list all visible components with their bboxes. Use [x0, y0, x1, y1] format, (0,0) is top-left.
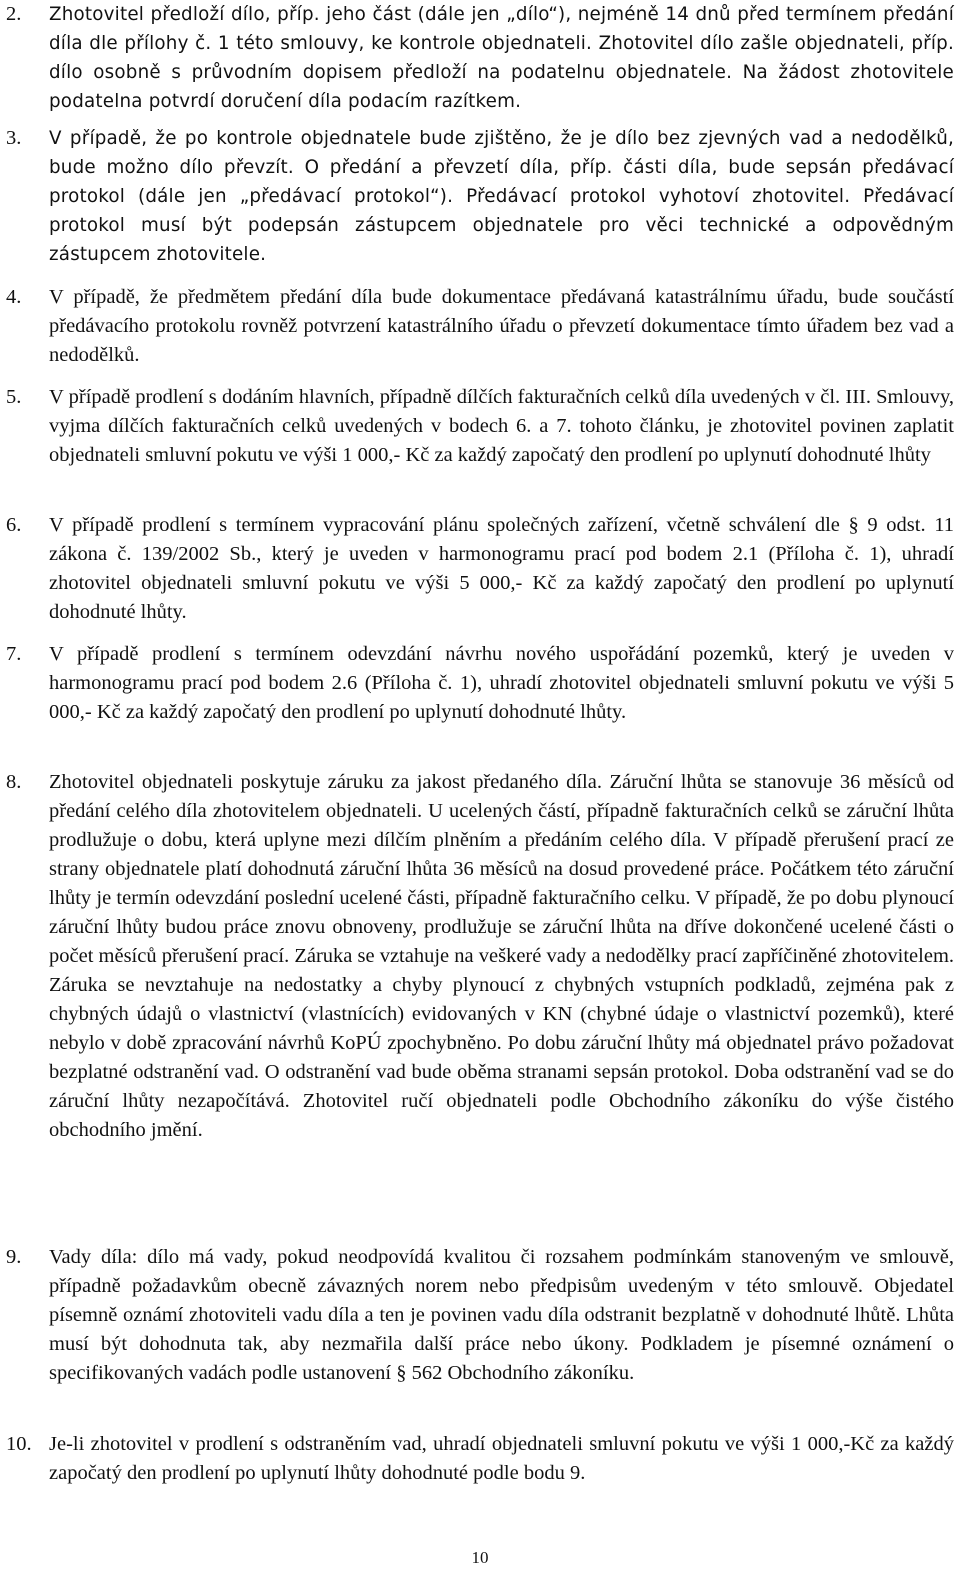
item-text: V případě prodlení s dodáním hlavních, případně dílčích fakturačních celků díla uvedených v čl. III. Smlouvy, vyjma dílčích fakturačních celků uvedených v bodech 6. a 7. tohoto článku, je zhotovitel povinen zaplatit objednateli smluvní pokutu ve výši 1 000,- Kč za každý započatý den prodlení po uplynutí dohodnuté lhůty	[49, 386, 954, 466]
item-number: 7.	[6, 643, 22, 665]
item-text: V případě, že předmětem předání díla bude dokumentace předávaná katastrálnímu úřadu, bude součástí předávacího protokolu rovněž potvrzení katastrálního úřadu o převzetí dokumentace tímto úřadem bez vad a nedodělků.	[49, 286, 954, 366]
list-item-8	[6, 768, 954, 1145]
item-text: Zhotovitel předloží dílo, příp. jeho část (dále jen „dílo“), nejméně 14 dnů před termínem předání díla dle přílohy č. 1 této smlouvy, ke kontrole objednateli. Zhotovitel dílo zašle objednateli, příp. dílo osobně s průvodním dopisem předloží na podatelnu objednatele. Na žádost zhotovitele podatelna potvrdí doručení díla podacím razítkem.	[49, 4, 954, 112]
list-item-2	[6, 0, 954, 116]
list-item-6	[6, 511, 954, 627]
list-item-5	[6, 383, 954, 470]
item-number: 9.	[6, 1246, 22, 1268]
list-item-4	[6, 283, 954, 370]
item-text: V případě, že po kontrole objednatele bude zjištěno, že je dílo bez zjevných vad a nedodělků, bude možno dílo převzít. O předání a převzetí díla, příp. části díla, bude sepsán předávací protokol (dále jen „předávací protokol“). Předávací protokol vyhotoví zhotovitel. Předávací protokol musí být podepsán zástupcem objednatele pro věci technické a odpovědným zástupcem zhotovitele.	[49, 128, 954, 265]
list-item-3	[6, 124, 954, 269]
item-number: 6.	[6, 514, 22, 536]
item-number: 2.	[6, 3, 22, 25]
item-number: 4.	[6, 286, 22, 308]
item-number: 10.	[6, 1433, 32, 1455]
item-text: Je-li zhotovitel v prodlení s odstraněním vad, uhradí objednateli smluvní pokutu ve výši 1 000,-Kč za každý započatý den prodlení po uplynutí lhůty dohodnuté podle bodu 9.	[49, 1433, 954, 1484]
item-text: Vady díla: dílo má vady, pokud neodpovídá kvalitou či rozsahem podmínkám stanoveným ve smlouvě, případně požadavkům obecně závazných norem nebo předpisům uvedeným v této smlouvě. Objedatel písemně oznámí zhotoviteli vadu díla a ten je povinen vadu díla odstranit bezplatně v dohodnuté lhůtě. Lhůta musí být dohodnuta tak, aby nezmařila další práce nebo úkony. Podkladem je písemné oznámení o specifikovaných vadách podle ustanovení § 562 Obchodního zákoníku.	[49, 1246, 954, 1384]
item-text: V případě prodlení s termínem odevzdání návrhu nového uspořádání pozemků, který je uveden v harmonogramu prací pod bodem 2.6 (Příloha č. 1), uhradí zhotovitel objednateli smluvní pokutu ve výši 5 000,- Kč za každý započatý den prodlení po uplynutí dohodnuté lhůty.	[49, 643, 954, 723]
item-text: V případě prodlení s termínem vypracování plánu společných zařízení, včetně schválení dle § 9 odst. 11 zákona č. 139/2002 Sb., který je uveden v harmonogramu prací pod bodem 2.1 (Příloha č. 1), uhradí zhotovitel objednateli smluvní pokutu ve výši 5 000,- Kč za každý započatý den prodlení po uplynutí dohodnuté lhůty.	[49, 514, 954, 623]
item-number: 3.	[6, 127, 22, 149]
item-number: 8.	[6, 771, 22, 793]
list-item-9	[6, 1243, 954, 1388]
page-number: 10	[471, 1548, 489, 1567]
list-item-10	[6, 1430, 954, 1488]
item-number: 5.	[6, 386, 22, 408]
list-item-7	[6, 640, 954, 727]
item-text: Zhotovitel objednateli poskytuje záruku za jakost předaného díla. Záruční lhůta se stanovuje 36 měsíců od předání celého díla zhotovitelem objednateli. U ucelených částí, případně fakturačních celků se záruční lhůta prodlužuje o dobu, která uplyne mezi dílčím plněním a předáním celého díla. V případě přerušení prací ze strany objednatele platí dohodnutá záruční lhůta 36 měsíců na dosud provedené práce. Počátkem této záruční lhůty je termín odevzdání poslední ucelené části, případně fakturačního celku. V případě, že po dobu plynoucí záruční lhůty budou práce znovu obnoveny, prodlužuje se záruční lhůta na dříve dokončené ucelené části o počet měsíců přerušení prací. Záruka se vztahuje na veškeré vady a nedodělky prací zapříčiněné zhotovitelem. Záruka se nevztahuje na nedostatky a chyby plynoucí z chybných vstupních podkladů, zejména pak z chybných údajů o vlastnictví (vlastnících) evidovaných v KN (chybné údaje o vlastnictví pozemků), které nebylo v době zpracování návrhů KoPÚ zpochybněno. Po dobu záruční lhůty má objednatel právo požadovat bezplatné odstranění vad. O odstranění vad bude oběma stranami sepsán protokol. Doba odstranění vad se do záruční lhůty nezapočítává. Zhotovitel ručí objednateli podle Obchodního zákoníku do výše čistého obchodního jmění.	[49, 771, 955, 1141]
